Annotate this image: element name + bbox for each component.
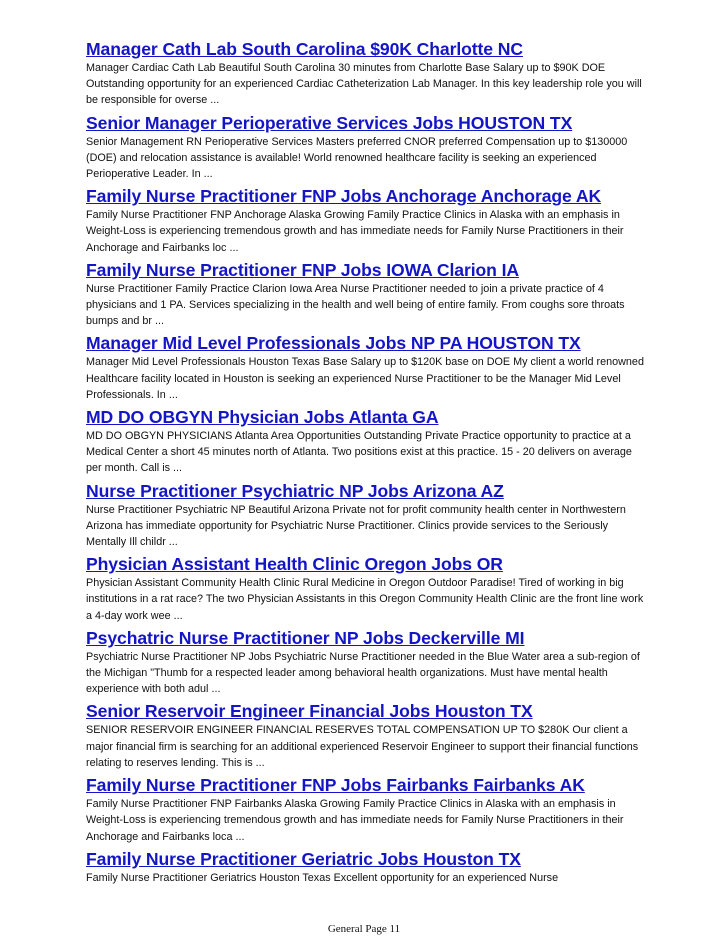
job-listing	[86, 553, 646, 624]
job-listing	[86, 112, 646, 183]
job-listing	[86, 259, 646, 330]
job-listings	[86, 38, 646, 889]
job-description: Physician Assistant Community Health Clinic Rural Medicine in Oregon Outdoor Paradise! Tired of working in big institutions in a rat race? The two Physician Assistants in this Oregon Community Health Clinic are the front line work a 4-day work wee ...	[86, 577, 644, 622]
job-title-link[interactable]: Manager Mid Level Professionals Jobs NP PA HOUSTON TX	[86, 333, 581, 354]
job-description: MD DO OBGYN PHYSICIANS Atlanta Area Opportunities Outstanding Private Practice opportunity to practice at a Medical Center a short 45 minutes north of Atlanta. Two positions exist at this practice. 15 - 20 delivers on average per month. Call is ...	[86, 430, 632, 475]
job-title-link[interactable]: Family Nurse Practitioner FNP Jobs Fairbanks Fairbanks AK	[86, 775, 585, 796]
job-description: Psychiatric Nurse Practitioner NP Jobs Psychiatric Nurse Practitioner needed in the Blue Water area a sub-region of the Michigan "Thumb for a respected leader among behavioral health organizations. Must have mental health experience with both adul ...	[86, 650, 640, 696]
job-title-link[interactable]: Nurse Practitioner Psychiatric NP Jobs Arizona AZ	[86, 480, 504, 501]
job-description: Nurse Practitioner Psychiatric NP Beautiful Arizona Private not for profit community health center in Northwestern Arizona has immediate opportunity for Psychiatric Nurse Practitioner. Clinics provide services to the Seriously Mentally Ill childr ...	[86, 503, 626, 549]
job-title-link[interactable]: Senior Manager Perioperative Services Jobs HOUSTON TX	[86, 112, 573, 133]
job-description: SENIOR RESERVOIR ENGINEER FINANCIAL RESERVES TOTAL COMPENSATION UP TO $280K Our client a major financial firm is searching for an additional experienced Reservoir Engineer to support their financial functions relating to reserves lending. This is ...	[86, 724, 639, 769]
job-listing	[86, 700, 646, 771]
job-description: Family Nurse Practitioner FNP Fairbanks Alaska Growing Family Practice Clinics in Alaska with an emphasis in Weight-Loss is experiencing tremendous growth and has immediate needs for Family Nurse Practitioners in their Anchorage and Fairbanks loca ...	[86, 798, 624, 843]
job-title-link[interactable]: Family Nurse Practitioner FNP Jobs Anchorage Anchorage AK	[86, 186, 602, 207]
job-listing	[86, 774, 646, 845]
job-listing	[86, 38, 646, 109]
job-listing	[86, 480, 646, 551]
job-title-link[interactable]: Psychatric Nurse Practitioner NP Jobs Deckerville MI	[86, 627, 525, 648]
job-listing	[86, 332, 646, 403]
job-description: Nurse Practitioner Family Practice Clarion Iowa Area Nurse Practitioner needed to join a private practice of 4 physicians and 1 PA. Services specializing in the health and well being of entire family. From coughs sore throats bumps and br ...	[86, 282, 625, 328]
job-listing	[86, 185, 646, 256]
job-description: Family Nurse Practitioner Geriatrics Houston Texas Excellent opportunity for an experienced Nurse	[86, 871, 559, 884]
job-listing	[86, 627, 646, 698]
job-title-link[interactable]: Senior Reservoir Engineer Financial Jobs Houston TX	[86, 701, 533, 722]
job-description: Manager Mid Level Professionals Houston Texas Base Salary up to $120K base on DOE My client a world renowned Healthcare facility located in Houston is seeking an experienced Nurse Practitioner to be the Manager Mid Level Professionals. In ...	[86, 356, 644, 401]
job-description: Family Nurse Practitioner FNP Anchorage Alaska Growing Family Practice Clinics in Alaska with an emphasis in Weight-Loss is experiencing tremendous growth and has immediate needs for Family Nurse Practitioners in their Anchorage and Fairbanks loc ...	[86, 209, 624, 254]
job-title-link[interactable]: MD DO OBGYN Physician Jobs Atlanta GA	[86, 407, 439, 428]
job-title-link[interactable]: Manager Cath Lab South Carolina $90K Charlotte NC	[86, 39, 523, 59]
page-footer: General Page 11	[327, 923, 401, 935]
job-description: Manager Cardiac Cath Lab Beautiful South Carolina 30 minutes from Charlotte Base Salary up to $90K DOE Outstanding opportunity for an experienced Cardiac Catheterization Lab Manager. In this key leadership role you will be responsible for overse ...	[86, 62, 642, 107]
job-title-link[interactable]: Family Nurse Practitioner Geriatric Jobs Houston TX	[86, 848, 521, 869]
job-listing	[86, 406, 646, 477]
job-listing	[86, 848, 646, 886]
job-description: Senior Management RN Perioperative Services Masters preferred CNOR preferred Compensation up to $130000 (DOE) and relocation assistance is available! World renowned healthcare facility is seeking an experienced Perioperative Leader. In ...	[86, 135, 628, 181]
job-title-link[interactable]: Family Nurse Practitioner FNP Jobs IOWA Clarion IA	[86, 259, 519, 280]
job-title-link[interactable]: Physician Assistant Health Clinic Oregon Jobs OR	[86, 554, 503, 575]
